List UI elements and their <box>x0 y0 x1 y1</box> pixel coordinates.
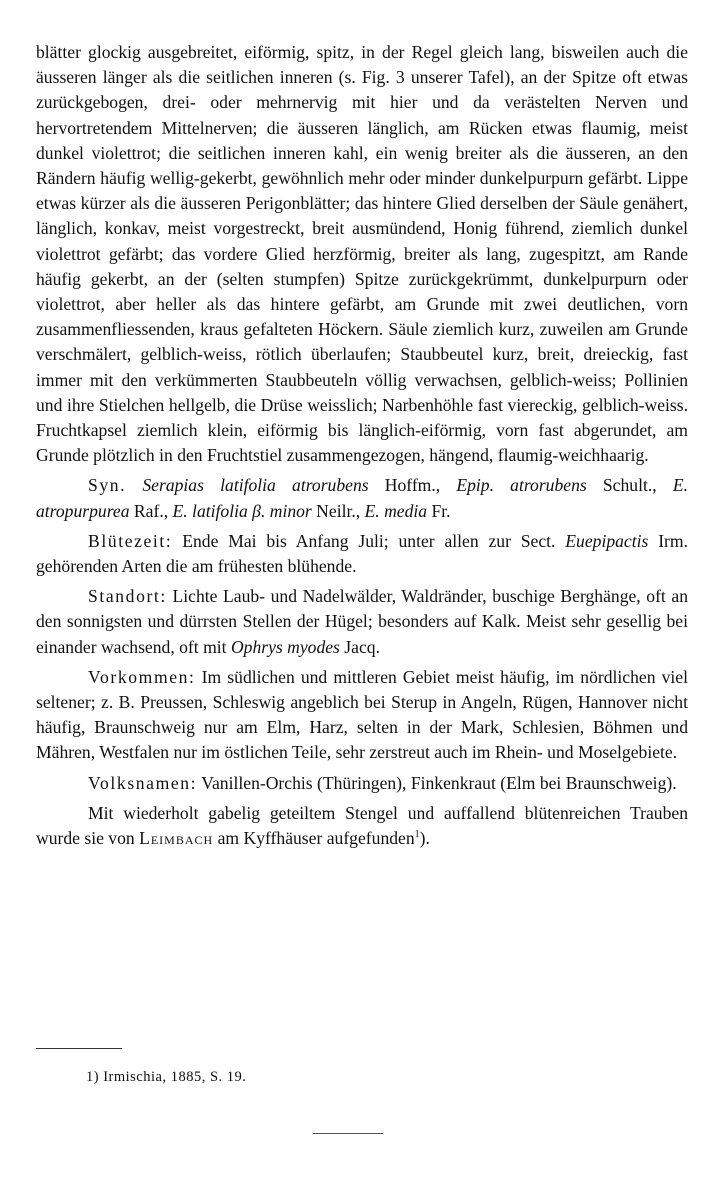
synonym-4-author: Neilr., <box>311 500 365 521</box>
synonym-1: Serapias latifolia atrorubens <box>142 475 369 496</box>
flowering-label: Blütezeit: <box>88 530 173 551</box>
synonym-4: E. latifolia β. minor <box>172 500 312 521</box>
footnote-divider <box>36 1048 122 1049</box>
common-names-label: Volksnamen: <box>88 772 198 793</box>
common-names-paragraph <box>36 771 688 796</box>
closing-text-2: am Kyffhäuser aufgefunden <box>213 828 415 849</box>
flowering-section-name: Euepipactis <box>565 530 649 551</box>
synonym-3: E. atropurpurea <box>36 475 688 521</box>
habitat-label: Standort: <box>88 586 167 607</box>
closing-author: Leimbach <box>139 828 214 849</box>
flowering-text-1: Ende Mai bis Anfang Juli; unter allen zur Sect. <box>172 530 566 551</box>
habitat-text-2: Jacq. <box>339 636 380 657</box>
closing-paragraph <box>36 801 688 851</box>
closing-text-3: ). <box>419 828 430 849</box>
synonym-3-author: Raf., <box>129 500 173 521</box>
flowering-paragraph <box>36 529 688 579</box>
page-body <box>36 40 688 851</box>
page-end-divider <box>313 1133 383 1134</box>
occurrence-label: Vorkommen: <box>88 666 196 687</box>
habitat-text-1: Lichte Laub- und Nadelwälder, Waldränder, buschige Berghänge, oft an den sonnigsten und dürrsten Stellen der Hügel; besonders auf Kalk. Meist sehr gesellig bei einander wachsend, oft mit <box>36 586 688 657</box>
synonym-2-author: Schult., <box>586 475 673 496</box>
synonym-5-author: Fr. <box>427 500 451 521</box>
synonyms-label: Syn. <box>88 475 127 496</box>
occurrence-text: Im südlichen und mittleren Gebiet meist häufig, im nördlichen viel seltener; z. B. Preussen, Schleswig angeblich bei Sterup in Angeln, Rügen, Hannover nicht häufig, Braunschweig nur am Elm, Harz, selten in der Mark, Schlesien, Böhmen und Mähren, Westfalen nur im östlichen Teile, sehr zerstreut auch im Rhein- und Moselgebiete. <box>36 666 688 763</box>
footnote: 1) Irmischia, 1885, S. 19. <box>86 1069 247 1085</box>
habitat-paragraph <box>36 584 688 660</box>
footnote-marker: 1 <box>414 829 420 841</box>
synonym-2: Epip. atrorubens <box>456 475 587 496</box>
description-paragraph: blätter glockig ausgebreitet, eiförmig, spitz, in der Regel gleich lang, bisweilen auch die äusseren länger als die seitlichen inneren (s. Fig. 3 unserer Tafel), an der Spitze oft etwas zurückgebogen, drei- oder mehrnervig mit hier und da verästelten Nerven und hervortretendem Mittelnerven; die äusseren länglich, am Rücken etwas flaumig, meist dunkel violettrot; die seitlichen inneren kahl, ein wenig breiter als die äusseren, an den Rändern häufig wellig-gekerbt, gewöhnlich mehr oder minder dunkelpurpurn gefärbt. Lippe etwas kürzer als die äusseren Perigonblätter; das hintere Glied derselben der Säule genähert, länglich, konkav, meist vorgestreckt, breit ausmündend, Honig führend, ziemlich dunkel violettrot gefärbt; das vordere Glied herzförmig, breiter als lang, zugespitzt, am Rande häufig gekerbt, an der (selten stumpfen) Spitze zurückgekrümmt, dunkelpurpurn oder violettrot, aber heller als das hintere gefärbt, am Grunde mit zwei deutlichen, vorn zusammenfliessenden, kraus gefalteten Höckern. Säule ziemlich kurz, zuweilen am Grunde verschmälert, gelblich-weiss, rötlich überlaufen; Staubbeutel kurz, breit, dreieckig, fast immer mit den verkümmerten Staubbeuteln völlig verwachsen, gelblich-weiss; Pollinien und ihre Stielchen hellgelb, die Drüse weisslich; Narbenhöhle fast viereckig, gelblich-weiss. Fruchtkapsel ziemlich klein, eiförmig bis länglich-eiförmig, vorn fast abgerundet, am Grunde plötzlich in den Fruchtstiel zusammengezogen, hängend, flaumig-weichhaarig. <box>36 42 688 466</box>
closing-text-1: Mit wiederholt gabelig geteiltem Stengel und auffallend blütenreichen Trauben wurde sie von <box>36 802 688 849</box>
habitat-species: Ophrys myodes <box>230 636 340 657</box>
synonyms-paragraph <box>36 473 688 523</box>
occurrence-paragraph <box>36 665 688 766</box>
flowering-text-2: Irm. gehörenden Arten die am frühesten blühende. <box>36 530 689 577</box>
synonym-1-author: Hoffm., <box>368 475 457 496</box>
synonym-5: E. media <box>364 500 428 521</box>
common-names-text: Vanillen-Orchis (Thüringen), Finkenkraut (Elm bei Braunschweig). <box>197 772 677 793</box>
